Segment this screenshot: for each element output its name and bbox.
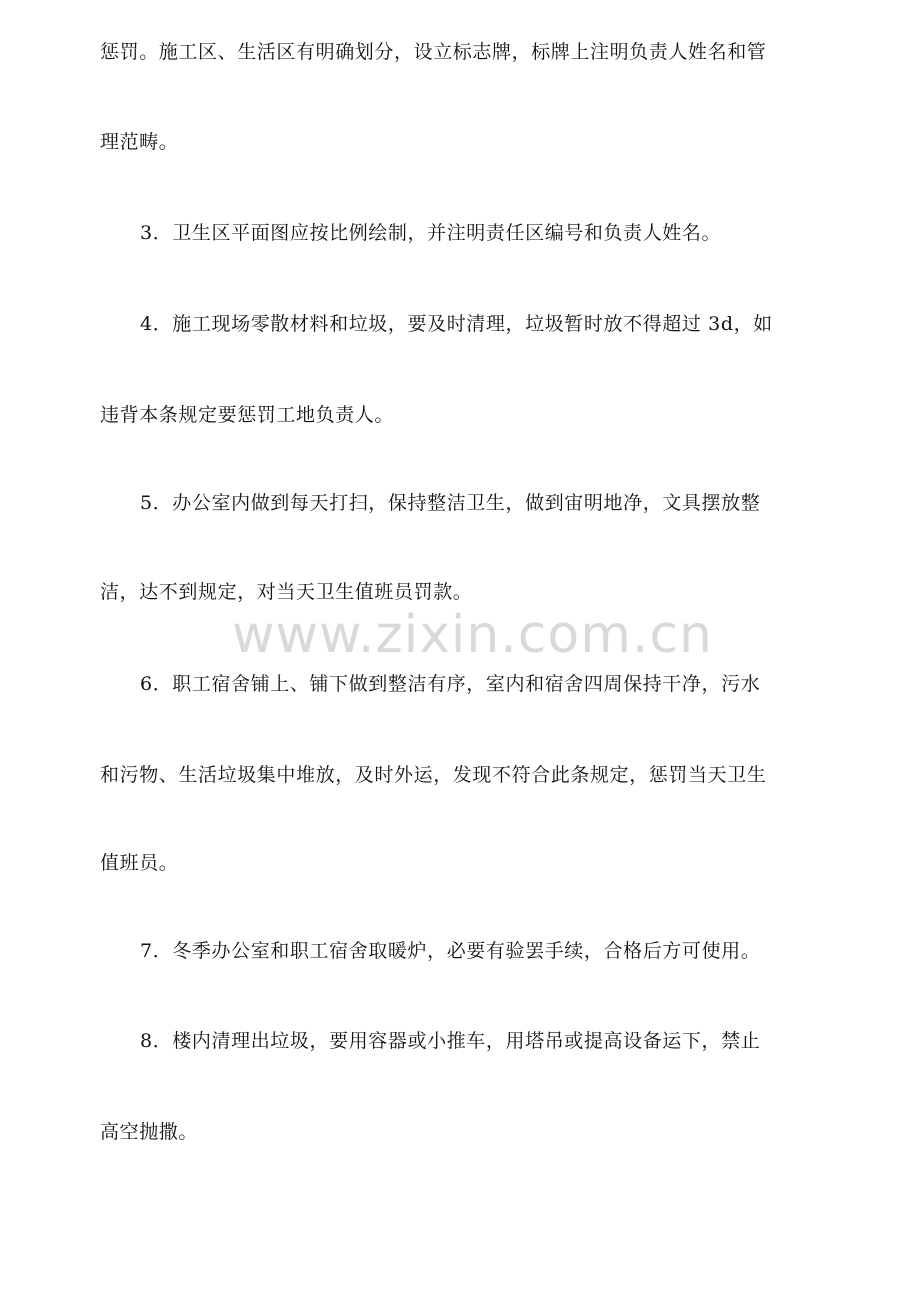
item-3-line-1: 3．卫生区平面图应按比例绘制，并注明责任区编号和负责人姓名。	[140, 222, 722, 244]
item-6-line-2: 和污物、生活垃圾集中堆放，及时外运，发现不符合此条规定，惩罚当天卫生	[100, 764, 767, 786]
text-line-1: 惩罚。施工区、生活区有明确划分，设立标志牌，标牌上注明负责人姓名和管	[100, 41, 767, 63]
item-5-line-1: 5．办公室内做到每天打扫，保持整洁卫生，做到宙明地净，文具摆放整	[140, 492, 761, 514]
item-6-line-1: 6．职工宿舍铺上、铺下做到整洁有序，室内和宿舍四周保持干净，污水	[140, 673, 761, 695]
item-8-line-1: 8．楼内清理出垃圾，要用容器或小推车，用塔吊或提高设备运下，禁止	[140, 1030, 761, 1052]
item-6-line-3: 值班员。	[100, 852, 179, 874]
text-line-2: 理范畴。	[100, 131, 179, 153]
item-4-line-2: 违背本条规定要惩罚工地负责人。	[100, 404, 395, 426]
item-5-line-2: 洁，达不到规定，对当天卫生值班员罚款。	[100, 581, 473, 603]
watermark: www.zixin.com.cn	[232, 605, 713, 665]
item-8-line-2: 高空抛撒。	[100, 1121, 199, 1143]
item-7-line-1: 7．冬季办公室和职工宿舍取暖炉，必要有验罢手续，合格后方可使用。	[140, 940, 761, 962]
item-4-line-1: 4．施工现场零散材料和垃圾，要及时清理，垃圾暂时放不得超过 3d，如	[140, 313, 773, 335]
